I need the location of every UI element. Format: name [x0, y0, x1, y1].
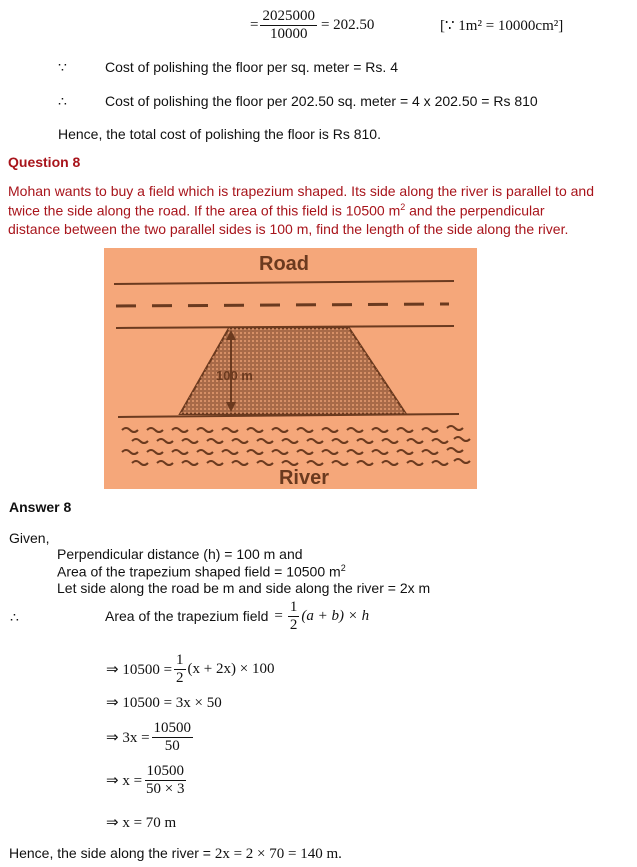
given-line-2-text: Area of the trapezium shaped field = 10500 m [57, 563, 341, 580]
top-calculation [250, 4, 374, 46]
step-4-pre: ⇒ x = [106, 772, 143, 789]
cost-conclusion: Hence, the total cost of polishing the floor is Rs 810. [58, 126, 381, 142]
denominator: 10000 [269, 25, 308, 42]
question-line-2 [8, 202, 545, 219]
road-river-trapezium-figure [104, 248, 477, 489]
given-line-1: Perpendicular distance (h) = 100 m and [57, 546, 303, 562]
step-5: ⇒ x = 70 m [106, 815, 177, 831]
denominator: 2 [176, 669, 184, 686]
superscript: 2 [400, 202, 406, 212]
fraction [260, 8, 317, 42]
half-fraction [174, 652, 186, 686]
question-line-3: distance between the two parallel sides is 100 m, find the length of the side along the river. [8, 221, 569, 237]
denominator: 50 × 3 [146, 780, 185, 797]
road-label: Road [259, 253, 309, 275]
unit-note: [∵ 1m² = 10000cm²] [440, 18, 564, 34]
therefore-symbol: ∴ [58, 93, 67, 109]
river-label: River [278, 467, 330, 489]
question-heading: Question 8 [8, 154, 81, 170]
given-line-2 [57, 563, 346, 580]
formula-label: Area of the trapezium field [105, 608, 269, 624]
conclusion-text: Hence, the side along the river = [9, 845, 215, 861]
superscript: 2 [340, 563, 346, 573]
numerator: 1 [289, 599, 298, 615]
answer-heading: Answer 8 [9, 499, 72, 515]
denominator: 2 [289, 616, 298, 633]
half-fraction [288, 599, 300, 633]
question-line-2-text: twice the side along the road. If the area of this field is 10500 m [8, 202, 401, 219]
because-symbol: ∵ [58, 59, 67, 75]
therefore-symbol: ∴ [10, 609, 19, 625]
numerator: 1 [176, 652, 184, 668]
question-line-1: Mohan wants to buy a field which is trapezium shaped. Its side along the river is parallel to and [8, 183, 594, 199]
step-3 [106, 717, 195, 757]
result: = 202.50 [320, 16, 375, 33]
step-1 [106, 650, 274, 688]
figure-drawing [104, 248, 477, 489]
fraction [152, 720, 194, 754]
fraction [144, 763, 186, 797]
step-1-pre: ⇒ 10500 = [106, 661, 173, 678]
formula-row [105, 597, 369, 635]
step-3-pre: ⇒ 3x = [106, 729, 150, 746]
numerator: 10500 [153, 720, 192, 736]
question-line-2-rest: and the perpendicular [405, 202, 545, 219]
denominator: 50 [164, 737, 180, 754]
formula-rest: (a + b) × h [301, 607, 370, 624]
cost-line-2: Cost of polishing the floor per 202.50 sq. meter = 4 x 202.50 = Rs 810 [105, 93, 538, 109]
cost-line-1: Cost of polishing the floor per sq. meter = Rs. 4 [105, 59, 398, 75]
conclusion-math: 2x = 2 × 70 = 140 m. [214, 846, 342, 862]
given-label: Given, [9, 530, 50, 546]
water-waves [122, 426, 470, 465]
numerator: 10500 [146, 763, 185, 779]
equals-sign: = [250, 16, 259, 33]
formula-eq: = [274, 607, 283, 624]
given-line-3: Let side along the road be m and side along the river = 2x m [57, 580, 431, 596]
final-conclusion [9, 845, 342, 863]
numerator: 2025000 [262, 8, 315, 24]
step-4 [106, 760, 189, 800]
step-2: ⇒ 10500 = 3x × 50 [106, 695, 222, 711]
height-label: 100 m [216, 368, 253, 383]
step-1-post: (x + 2x) × 100 [187, 660, 275, 677]
